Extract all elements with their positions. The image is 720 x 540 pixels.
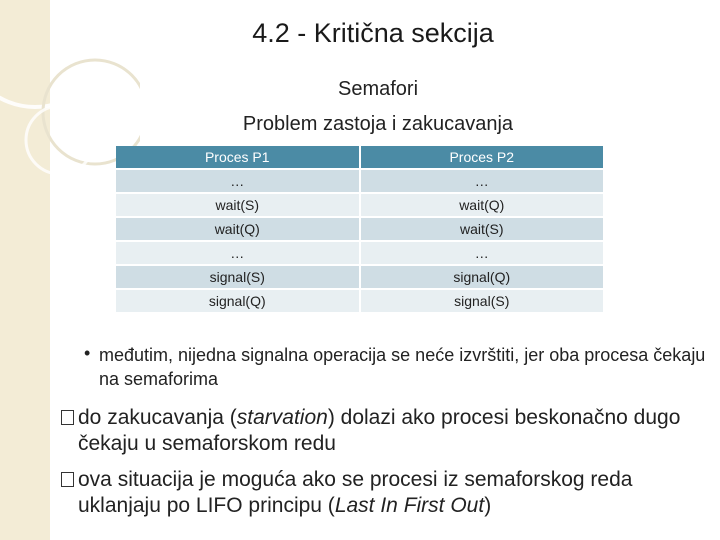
bullet-icon: • <box>84 343 91 363</box>
bullet-note <box>84 343 709 391</box>
list-item-text: ova situacija je moguća ako se procesi iz semaforskog reda uklanjaju po LIFO principu (Last In First Out) <box>78 468 633 517</box>
list-item-starvation <box>61 405 701 457</box>
checkbox-square-icon <box>61 472 74 487</box>
list-item-lifo <box>61 467 701 519</box>
table-header-row <box>116 146 603 168</box>
bullet-text: međutim, nijedna signalna operacija se neće izvrštiti, jer oba procesa čekaju na semaforima <box>99 345 706 389</box>
table-cell: … <box>116 242 359 264</box>
table-cell: wait(Q) <box>116 218 359 240</box>
table-cell: … <box>361 242 604 264</box>
checkbox-square-icon <box>61 410 74 425</box>
table-cell: signal(S) <box>361 290 604 312</box>
header-proces-p1: Proces P1 <box>116 146 359 168</box>
slide-subtitle-semafori: Semafori <box>337 78 419 100</box>
table-cell: … <box>116 170 359 192</box>
table-row <box>116 242 603 264</box>
table-cell: … <box>361 170 604 192</box>
table-row <box>116 290 603 312</box>
table-row <box>116 218 603 240</box>
list-item-text: do zakucavanja (starvation) dolazi ako procesi beskonačno dugo čekaju u semaforskom redu <box>78 406 681 455</box>
table-cell: signal(Q) <box>361 266 604 288</box>
table-row <box>116 266 603 288</box>
table-row <box>116 194 603 216</box>
table-cell: signal(Q) <box>116 290 359 312</box>
table-cell: wait(S) <box>361 218 604 240</box>
table-cell: wait(S) <box>116 194 359 216</box>
header-proces-p2: Proces P2 <box>361 146 604 168</box>
process-table <box>114 144 605 314</box>
slide-subtitle-problem: Problem zastoja i zakucavanja <box>242 113 514 135</box>
table-cell: wait(Q) <box>361 194 604 216</box>
table-cell: signal(S) <box>116 266 359 288</box>
table-row <box>116 170 603 192</box>
slide-title: 4.2 - Kritična sekcija <box>252 18 494 48</box>
